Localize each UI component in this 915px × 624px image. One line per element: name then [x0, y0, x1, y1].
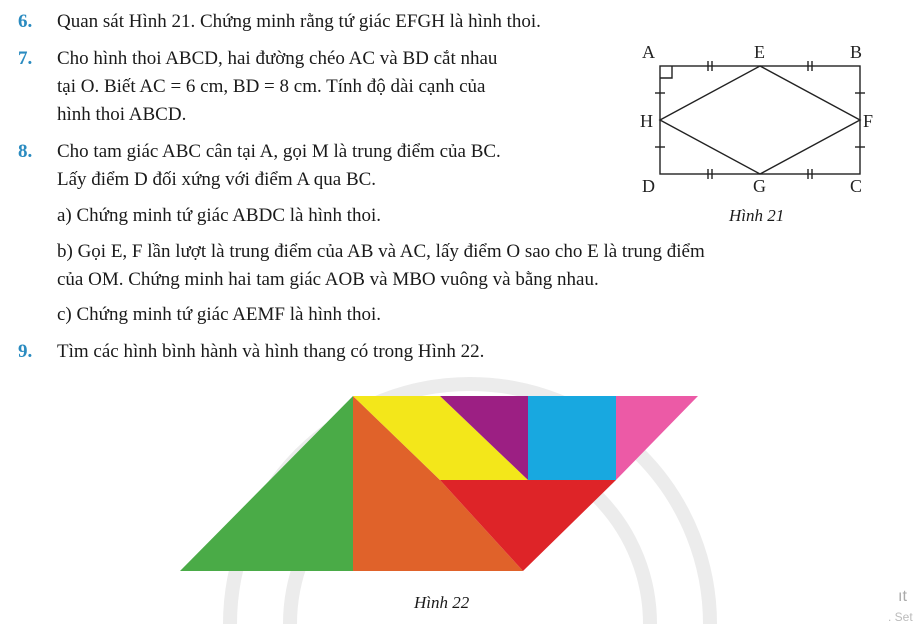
problem-7-line-2: tại O. Biết AC = 6 cm, BD = 8 cm. Tính độ dài cạnh của	[57, 76, 486, 97]
problem-7-line-1: Cho hình thoi ABCD, hai đường chéo AC và BD cắt nhau	[57, 48, 498, 69]
tangram-pink-triangle	[616, 396, 698, 480]
label-b: B	[850, 42, 863, 62]
corner-fragment-line-2: . Set	[888, 610, 913, 624]
problem-8-part-c: c) Chứng minh tứ giác AEMF là hình thoi.	[57, 304, 382, 325]
problem-7-line-3: hình thoi ABCD.	[57, 104, 187, 125]
tangram-green-triangle	[180, 396, 353, 571]
label-a: A	[642, 42, 655, 62]
tangram-blue-square	[528, 396, 616, 480]
problem-6-number: 6.	[18, 11, 33, 32]
problem-8-part-b-line-1: b) Gọi E, F lần lượt là trung điểm của AB và AC, lấy điểm O sao cho E là trung điểm	[57, 241, 705, 262]
label-d: D	[642, 176, 655, 196]
label-g: G	[753, 176, 766, 196]
figure-21-caption: Hình 21	[729, 206, 785, 225]
label-e: E	[754, 42, 765, 62]
problem-8-number: 8.	[18, 141, 33, 162]
problem-6-text: Quan sát Hình 21. Chứng minh rằng tứ giác EFGH là hình thoi.	[57, 11, 541, 32]
label-c: C	[850, 176, 863, 196]
label-h: H	[640, 111, 653, 131]
figure-22-caption: Hình 22	[414, 593, 470, 612]
label-f: F	[863, 111, 874, 131]
problem-8-line-2: Lấy điểm D đối xứng với điểm A qua BC.	[57, 169, 377, 190]
problem-7-number: 7.	[18, 48, 33, 69]
problem-8-part-b-line-2: của OM. Chứng minh hai tam giác AOB và MBO vuông và bằng nhau.	[57, 269, 599, 290]
corner-fragment-line-1: ıt	[898, 588, 907, 605]
problem-9-number: 9.	[18, 341, 33, 362]
problem-8-line-1: Cho tam giác ABC cân tại A, gọi M là trung điểm của BC.	[57, 141, 501, 162]
problem-8-part-a: a) Chứng minh tứ giác ABDC là hình thoi.	[57, 205, 382, 226]
problem-9-text: Tìm các hình bình hành và hình thang có trong Hình 22.	[57, 341, 485, 362]
